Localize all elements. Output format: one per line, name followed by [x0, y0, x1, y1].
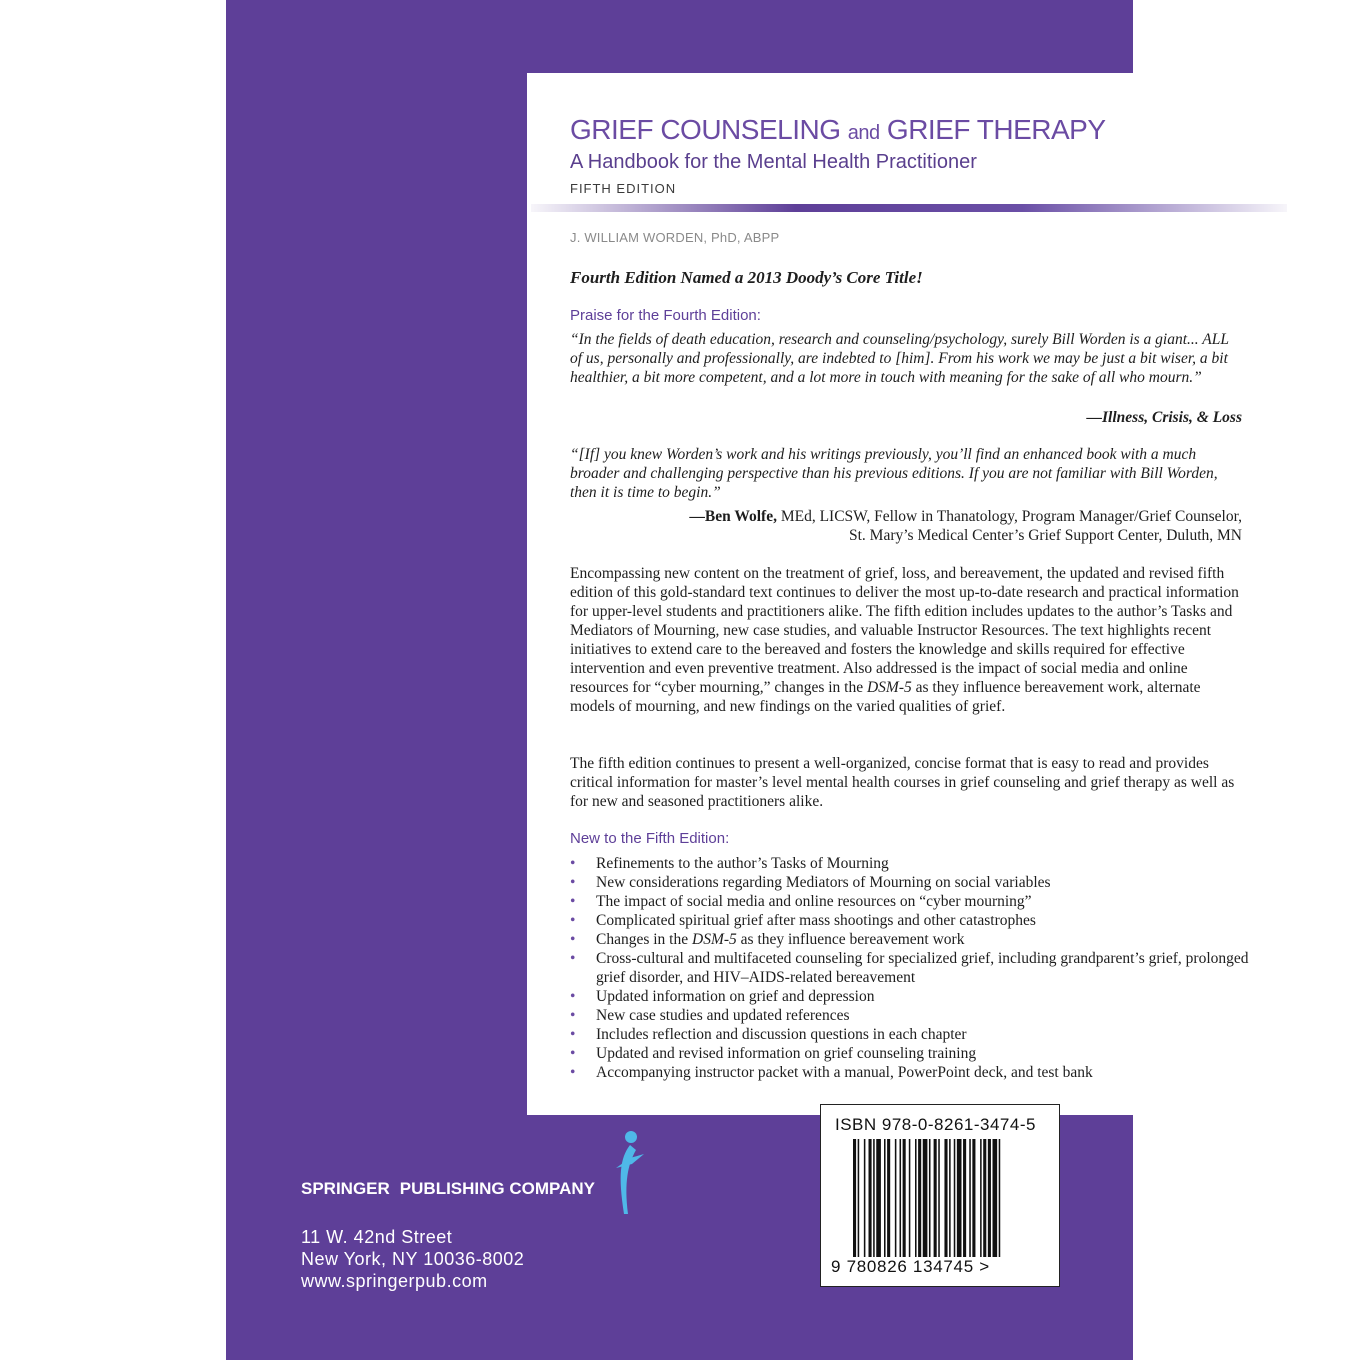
barcode-bar — [934, 1139, 937, 1257]
barcode-bar — [972, 1139, 975, 1257]
list-item: • Accompanying instructor packet with a manual, PowerPoint deck, and test bank — [570, 1063, 1250, 1082]
description-1-italic: DSM-5 — [866, 679, 912, 696]
back-cover — [226, 0, 1249, 1360]
isbn-barcode-box — [820, 1104, 1060, 1287]
barcode-bar — [918, 1139, 921, 1257]
title-part-1: GRIEF COUNSELING — [570, 114, 841, 145]
award-line: Fourth Edition Named a 2013 Doody’s Core Title! — [570, 268, 923, 287]
praise-quote-2-source — [570, 507, 1242, 526]
title-divider — [531, 204, 1287, 212]
barcode-bar — [963, 1139, 966, 1257]
publisher-name — [301, 1179, 595, 1199]
barcode-bar — [923, 1139, 928, 1257]
list-item: • Includes reflection and discussion questions in each chapter — [570, 1025, 1250, 1044]
list-item: • Updated and revised information on grief counseling training — [570, 1044, 1250, 1063]
description-1-text-b: as they influence bereavement work, alternate models of mourning, and new findings on the varied qualities of grief. — [570, 679, 1201, 715]
barcode-bar — [915, 1139, 917, 1257]
barcode-bar — [929, 1139, 931, 1257]
book-subtitle: A Handbook for the Mental Health Practitioner — [570, 151, 977, 173]
barcode-bar — [873, 1139, 875, 1257]
publisher-right: PUBLISHING COMPANY — [399, 1179, 595, 1198]
barcode-bar — [993, 1139, 998, 1257]
barcode-bar — [884, 1139, 886, 1257]
new-edition-heading: New to the Fifth Edition: — [570, 830, 730, 847]
description-1-text-a: Encompassing new content on the treatment of grief, loss, and bereavement, the updated and revised fifth edition of this gold-standard text continues to deliver the most up-to-date research and practical information for upper-level students and practitioners alike. The fifth edition includes updates to the author’s Tasks and Mediators of Mourning, new case studies, and valuable Instructor Resources. The text highlights recent initiatives to extend care to the bereaved and fosters the knowledge and skills required for effective intervention and even preventive treatment. Also addressed is the impact of social media and online resources for “cyber mourning,” changes in the — [570, 565, 1239, 696]
barcode-bar — [988, 1139, 991, 1257]
book-title — [570, 114, 1106, 146]
publisher-address — [301, 1226, 524, 1292]
reviewer-affiliation: St. Mary’s Medical Center’s Grief Support Center, Duluth, MN — [849, 527, 1242, 544]
list-item: • New case studies and updated references — [570, 1006, 1250, 1025]
author-name: J. WILLIAM WORDEN, PhD, ABPP — [570, 230, 780, 245]
barcode-bar — [954, 1139, 956, 1257]
barcode-bar — [980, 1139, 982, 1257]
barcode-bar — [983, 1139, 986, 1257]
springer-figure-icon — [610, 1128, 650, 1214]
bullet-dsm-italic: DSM-5 — [692, 931, 737, 948]
reviewer-credentials: MEd, LICSW, Fellow in Thanatology, Program Manager/Grief Counselor, — [776, 508, 1242, 525]
description-paragraph-1 — [570, 564, 1242, 716]
description-paragraph-2: The fifth edition continues to present a well-organized, concise format that is easy to read and provides critical information for master’s level mental health courses in grief counseling and grief therapy as well as for new and seasoned practitioners alike. — [570, 755, 1235, 810]
barcode-bar — [949, 1139, 951, 1257]
isbn-label: ISBN 978-0-8261-3474-5 — [835, 1115, 1036, 1134]
edition-label: FIFTH EDITION — [570, 181, 677, 196]
address-street: 11 W. 42nd Street — [301, 1227, 453, 1247]
barcode-bar — [944, 1139, 947, 1257]
barcode — [853, 1139, 1043, 1257]
barcode-bar — [900, 1139, 902, 1257]
barcode-bar — [869, 1139, 872, 1257]
barcode-bar — [864, 1139, 866, 1257]
barcode-bar — [876, 1139, 881, 1257]
barcode-bar — [858, 1139, 860, 1257]
barcode-bar — [887, 1139, 890, 1257]
list-item: • Complicated spiritual grief after mass shootings and other catastrophes — [570, 911, 1250, 930]
barcode-bar — [957, 1139, 962, 1257]
list-item: • New considerations regarding Mediators of Mourning on social variables — [570, 873, 1250, 892]
barcode-bar — [903, 1139, 906, 1257]
barcode-bar — [853, 1139, 856, 1257]
list-item — [570, 930, 1250, 949]
address-website: www.springerpub.com — [301, 1271, 488, 1291]
publisher-left: SPRINGER — [301, 1179, 390, 1198]
barcode-bar — [895, 1139, 897, 1257]
title-part-2: GRIEF THERAPY — [886, 114, 1106, 145]
praise-quote-1: “In the fields of death education, research and counseling/psychology, surely Bill Worden is a giant... ALL of us, personally and professionally, are indebted to [him]. From his work we may be just a bit wiser, a bit healthier, a bit more competent, and a lot more in touch with meaning for the sake of all who mourn.” — [570, 331, 1229, 386]
bullet-dsm-text-b: as they influence bereavement work — [736, 931, 965, 948]
bullet-dsm-text-a: Changes in the — [596, 931, 692, 948]
list-item: • Cross-cultural and multifaceted counseling for specialized grief, including grandparent’s grief, prolonged grief disorder, and HIV–AIDS-related bereavement — [570, 949, 1250, 987]
new-features-list — [570, 854, 1250, 1082]
address-city: New York, NY 10036-8002 — [301, 1249, 525, 1269]
list-item: • Updated information on grief and depression — [570, 987, 1250, 1006]
barcode-bar — [969, 1139, 971, 1257]
praise-heading: Praise for the Fourth Edition: — [570, 307, 761, 324]
isbn-digits: 9 780826 134745 > — [831, 1257, 990, 1276]
content-panel — [527, 73, 1287, 1115]
praise-quote-1-source: —Illness, Crisis, & Loss — [1086, 409, 1242, 426]
barcode-bar — [938, 1139, 940, 1257]
list-item: • The impact of social media and online resources on “cyber mourning” — [570, 892, 1250, 911]
barcode-bar — [999, 1139, 1001, 1257]
praise-quote-2: “[If] you knew Worden’s work and his writings previously, you’ll find an enhanced book with a much broader and challenging perspective than his previous editions. If you are not familiar with Bill Worden, then it is time to begin.” — [570, 446, 1218, 501]
title-and: and — [847, 122, 880, 144]
reviewer-name: —Ben Wolfe, — [689, 508, 777, 525]
list-item: • Refinements to the author’s Tasks of Mourning — [570, 854, 1250, 873]
barcode-bar — [909, 1139, 911, 1257]
